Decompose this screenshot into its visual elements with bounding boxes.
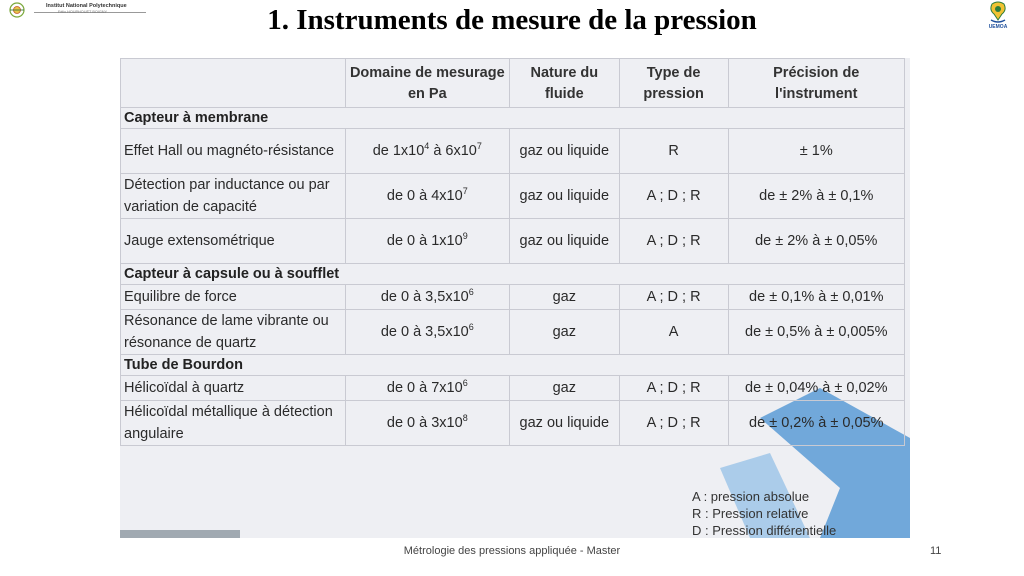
section-title: Capteur à capsule ou à soufflet bbox=[121, 264, 905, 285]
institute-name: Institut National Polytechnique bbox=[46, 3, 127, 9]
instrument-name: Résonance de lame vibrante ou résonance de quartz bbox=[121, 310, 346, 355]
pressure-instruments-table bbox=[120, 58, 905, 446]
table-row bbox=[121, 174, 905, 219]
precision-cell: de ± 0,2% à ± 0,05% bbox=[728, 401, 904, 446]
legend-item: R : Pression relative bbox=[692, 506, 809, 521]
legend-item: D : Pression différentielle bbox=[692, 523, 837, 538]
type-cell: A ; D ; R bbox=[619, 401, 728, 446]
uemoa-label: UEMOA bbox=[988, 24, 1008, 30]
table-row bbox=[121, 129, 905, 174]
range-cell: de 0 à $3,5x10^6$ bbox=[345, 285, 509, 310]
type-cell: A ; D ; R bbox=[619, 174, 728, 219]
scanned-table-image bbox=[120, 58, 910, 538]
table-header-row bbox=[121, 59, 905, 108]
type-cell: A ; D ; R bbox=[619, 285, 728, 310]
table-row bbox=[121, 401, 905, 446]
section-row bbox=[121, 264, 905, 285]
fluid-cell: gaz ou liquide bbox=[509, 401, 619, 446]
range-cell: de 0 à $4x10^7$ bbox=[345, 174, 509, 219]
instrument-name: Hélicoïdal à quartz bbox=[121, 376, 346, 401]
header-precision: Précision de l'instrument bbox=[728, 59, 904, 108]
fluid-cell: gaz ou liquide bbox=[509, 219, 619, 264]
precision-cell: de ± 2% à ± 0,1% bbox=[728, 174, 904, 219]
uemoa-logo bbox=[985, 0, 1011, 32]
fluid-cell: gaz bbox=[509, 285, 619, 310]
fluid-cell: gaz bbox=[509, 310, 619, 355]
header-fluid: Nature du fluide bbox=[509, 59, 619, 108]
page-number: 11 bbox=[930, 545, 942, 557]
type-cell: A ; D ; R bbox=[619, 219, 728, 264]
precision-cell: de ± 0,1% à ± 0,01% bbox=[728, 285, 904, 310]
header-instrument bbox=[121, 59, 346, 108]
legend-item: A : pression absolue bbox=[692, 489, 810, 504]
instrument-name: Hélicoïdal métallique à détection angulaire bbox=[121, 401, 346, 446]
range-cell: de $1x10^4$ à $6x10^7$ bbox=[345, 129, 509, 174]
header-range: Domaine de mesurage en Pa bbox=[345, 59, 509, 108]
instrument-name: Equilibre de force bbox=[121, 285, 346, 310]
range-cell: de 0 à $1x10^9$ bbox=[345, 219, 509, 264]
precision-cell: de ± 0,04% à ± 0,02% bbox=[728, 376, 904, 401]
slide-footer: Métrologie des pressions appliquée - Master bbox=[403, 545, 621, 557]
range-cell: de 0 à $3x10^8$ bbox=[345, 401, 509, 446]
pressure-type-legend bbox=[692, 488, 836, 538]
fluid-cell: gaz bbox=[509, 376, 619, 401]
range-cell: de 0 à $7x10^6$ bbox=[345, 376, 509, 401]
type-cell: A bbox=[619, 310, 728, 355]
section-title: Capteur à membrane bbox=[121, 108, 905, 129]
section-title: Tube de Bourdon bbox=[121, 355, 905, 376]
instrument-name: Détection par inductance ou par variation de capacité bbox=[121, 174, 346, 219]
table-row bbox=[121, 285, 905, 310]
table-row bbox=[121, 219, 905, 264]
fluid-cell: gaz ou liquide bbox=[509, 129, 619, 174]
type-cell: A ; D ; R bbox=[619, 376, 728, 401]
section-row bbox=[121, 108, 905, 129]
instrument-name: Effet Hall ou magnéto-résistance bbox=[121, 129, 346, 174]
institute-subtitle: Félix HOUPHOUËT BOIGNY bbox=[58, 10, 108, 14]
type-cell: R bbox=[619, 129, 728, 174]
table-row bbox=[121, 310, 905, 355]
precision-cell: de ± 2% à ± 0,05% bbox=[728, 219, 904, 264]
precision-cell: de ± 0,5% à ± 0,005% bbox=[728, 310, 904, 355]
instrument-name: Jauge extensométrique bbox=[121, 219, 346, 264]
section-row bbox=[121, 355, 905, 376]
uemoa-emblem-icon bbox=[985, 0, 1011, 24]
range-cell: de 0 à $3,5x10^6$ bbox=[345, 310, 509, 355]
header-pressure-type: Type de pression bbox=[619, 59, 728, 108]
slide-title: 1. Instruments de mesure de la pression bbox=[267, 4, 757, 36]
precision-cell: ± 1% bbox=[728, 129, 904, 174]
fluid-cell: gaz ou liquide bbox=[509, 174, 619, 219]
table-row bbox=[121, 376, 905, 401]
